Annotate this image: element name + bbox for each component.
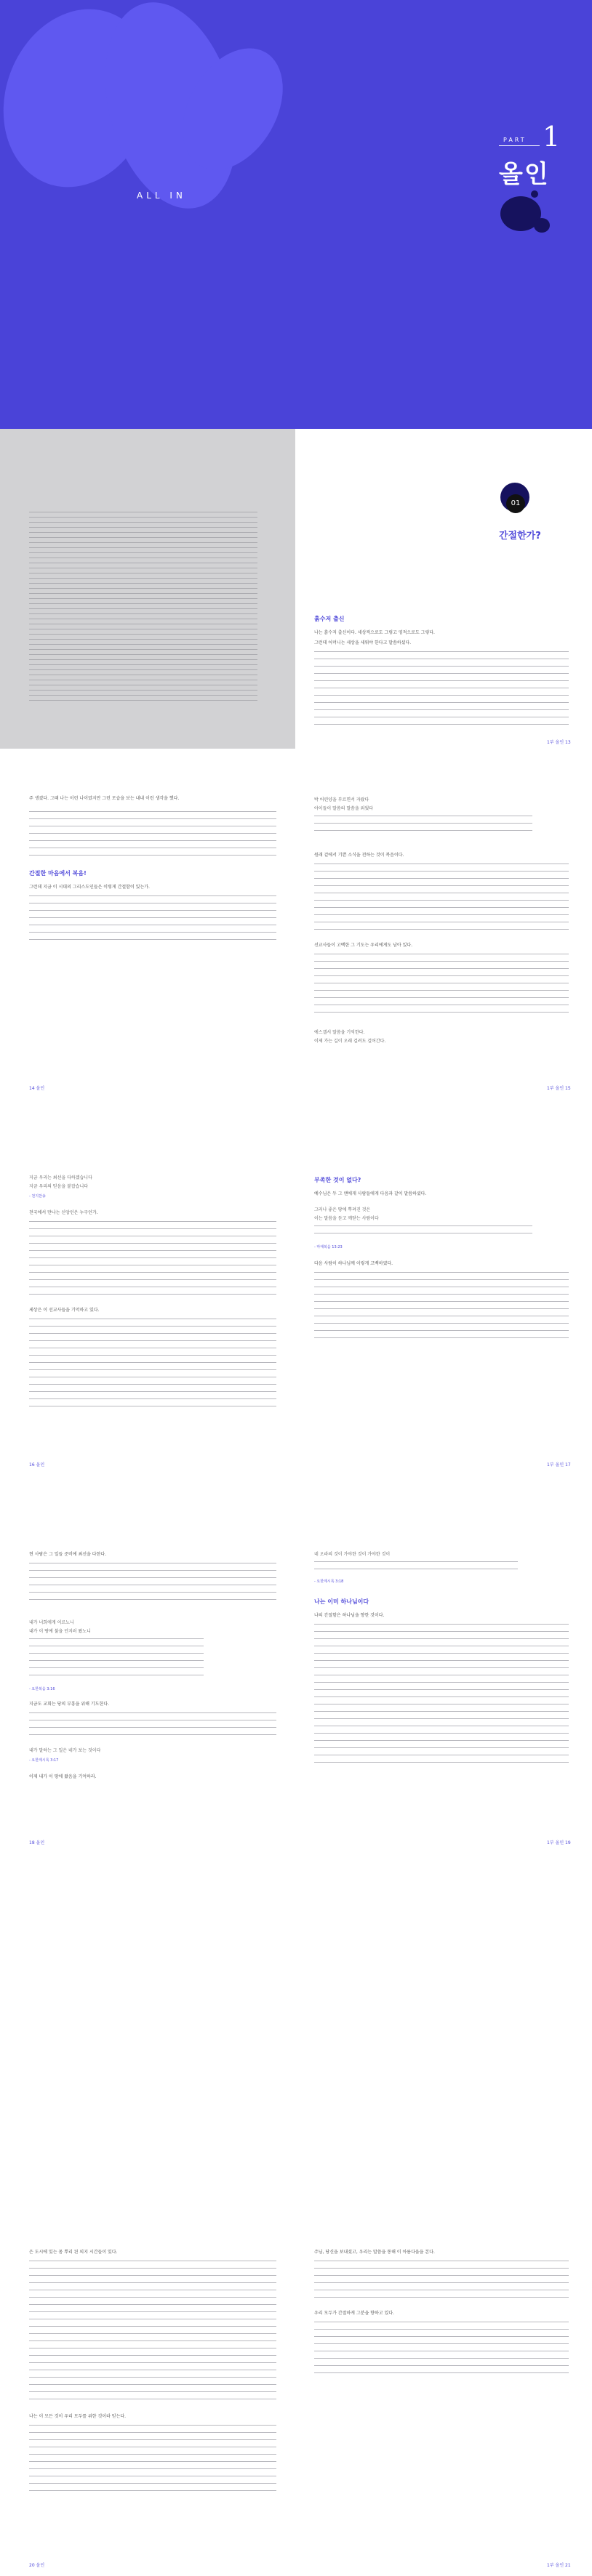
quote-text-lines [314,1225,532,1240]
body-paragraph: 지금도 교회는 당의 부흥을 위해 기도한다. [29,1702,109,1707]
chapter-title: 간절한가? [499,531,541,542]
body-paragraph: 그런데 어머니는 세상을 세워야 한다고 말씀하셨다. [314,640,412,645]
quote-source: - 요한복음 3:16 [29,1687,55,1691]
page-folio: 16 올인 [29,1462,45,1468]
decorative-text-pattern [29,512,257,705]
body-text-lines [314,2322,569,2380]
page-folio: 14 올인 [29,1086,45,1091]
body-paragraph: 그런데 지금 이 시대의 그리스도인들은 이렇게 간절함이 있는가. [29,885,150,890]
quote-text-lines [29,1638,204,1682]
body-paragraph: 나는 흙수저 출신이다. 세상적으로도 그렇고 영적으로도 그렇다. [314,630,435,635]
body-text-lines [29,1563,276,1606]
body-paragraph: 나의 간절함은 하나님을 향한 것이다. [314,1613,385,1618]
quote-line: 이제 가는 길이 오래 걸려도 걸어간다. [314,1039,386,1044]
part-divider [499,145,540,146]
quote-line: 내가 말하는 그 일은 네가 보는 것이다 [29,1748,101,1753]
body-text-lines [314,954,569,1019]
quote-line: 박 어린양을 부르면서 자랐다 [314,797,369,802]
quote-line: 지금 우리는 최선을 다하겠습니다 [29,1175,92,1180]
body-text-lines [314,1624,569,1769]
body-paragraph: 나는 이 모든 것이 우리 모두를 위한 것이라 믿는다. [29,2414,127,2419]
section-heading: 부족한 것이 없다? [314,1177,361,1183]
page-folio: 1부 올인 17 [547,1462,571,1468]
ink-splatter [531,190,538,198]
body-paragraph: 우리 모두가 간절하게 그분을 향하고 있다. [314,2311,394,2316]
page-folio: 18 올인 [29,1840,45,1846]
quote-source: - 마태복음 13:23 [314,1245,343,1249]
body-paragraph: 은 도시에 있는 몸 뿌리 된 의지 시간들이 있다. [29,2250,118,2255]
body-text-lines [29,2425,276,2497]
chapter-number: 01 [506,494,525,513]
page-folio: 1부 올인 21 [547,2563,571,2568]
ink-splatter [534,218,550,233]
english-title: ALL IN [137,190,186,201]
quote-line: 지금 우리의 믿음을 붙잡습니다 [29,1184,89,1189]
page-folio: 20 올인 [29,2563,45,2568]
page-folio: 1부 올인 15 [547,1086,571,1091]
body-text-lines [29,1712,276,1742]
body-paragraph: 세상은 이 선교사들을 기억하고 있다. [29,1308,100,1313]
chapter-opener-left-page [0,429,295,749]
quote-line: 아이들이 말씀의 말씀을 외웠다 [314,806,374,811]
section-heading: 나는 이미 하나님이다 [314,1598,369,1605]
body-text-lines [314,864,569,936]
body-paragraph: 다음 사람이 하나님께 이렇게 고백하였다. [314,1261,393,1266]
quote-line: 이는 말씀을 듣고 깨닫는 사람이다 [314,1216,379,1221]
body-text-lines [29,895,276,946]
quote-source: - 요한계시록 3:17 [29,1758,59,1763]
quote-source: - 천지찬송 [29,1194,46,1199]
page-folio: 1부 올인 13 [547,740,571,745]
body-paragraph: 이제 내가 이 땅에 왔음을 기억하라. [29,1774,97,1779]
body-text-lines [29,1319,276,1413]
body-paragraph: 천국에서 만나는 신앙인은 누구인가. [29,1210,98,1215]
body-text-lines [314,1272,569,1345]
part-title: 올인 [499,160,550,189]
quote-text-lines [314,1561,518,1576]
body-paragraph: 현 사람은 그 일들 준비에 최선을 다한다. [29,1552,107,1557]
part-label: PART [503,137,527,143]
body-paragraph: 주님, 당신을 보내셨고, 우리는 말씀을 통해 이 아름다움을 본다. [314,2250,435,2255]
section-heading: 간절한 마음에서 복음! [29,870,87,877]
body-paragraph: 선교사들이 고백한 그 기도는 우리에게도 남아 있다. [314,943,413,948]
quote-line: 에스겔서 말씀을 기억한다. [314,1030,365,1035]
part-opener-cover [0,0,592,429]
quote-line: 내가 너희에게 이르노니 [29,1620,74,1625]
body-text-lines [29,1221,276,1301]
body-text-lines [314,651,569,731]
quote-line: 내가 이 땅에 불을 던지러 왔노니 [29,1629,91,1634]
body-text-lines [314,2261,569,2304]
body-text-lines [29,2261,276,2406]
section-heading: 흙수저 출신 [314,616,345,622]
body-text-lines [29,811,276,862]
page-folio: 1부 올인 19 [547,1840,571,1846]
body-paragraph: 원래 겉에서 기쁜 소식을 전하는 것이 복음이다. [314,853,404,858]
quote-text-lines [314,816,532,837]
body-paragraph: 주 생겼다. 그때 나는 이런 나이였지만 그런 모습을 보는 내내 이런 생각을 했다. [29,796,180,801]
part-number: 1 [543,121,561,153]
quote-source: - 요한계시록 3:18 [314,1579,344,1584]
body-paragraph: 예수님은 두 그 앤에게 사람들에게 다음과 같이 말씀하셨다. [314,1191,427,1196]
quote-line: 그러나 좋은 땅에 뿌려진 것은 [314,1207,371,1212]
quote-line: 네 오라의 것이 가야한 것이 가야한 것이 [314,1552,391,1557]
